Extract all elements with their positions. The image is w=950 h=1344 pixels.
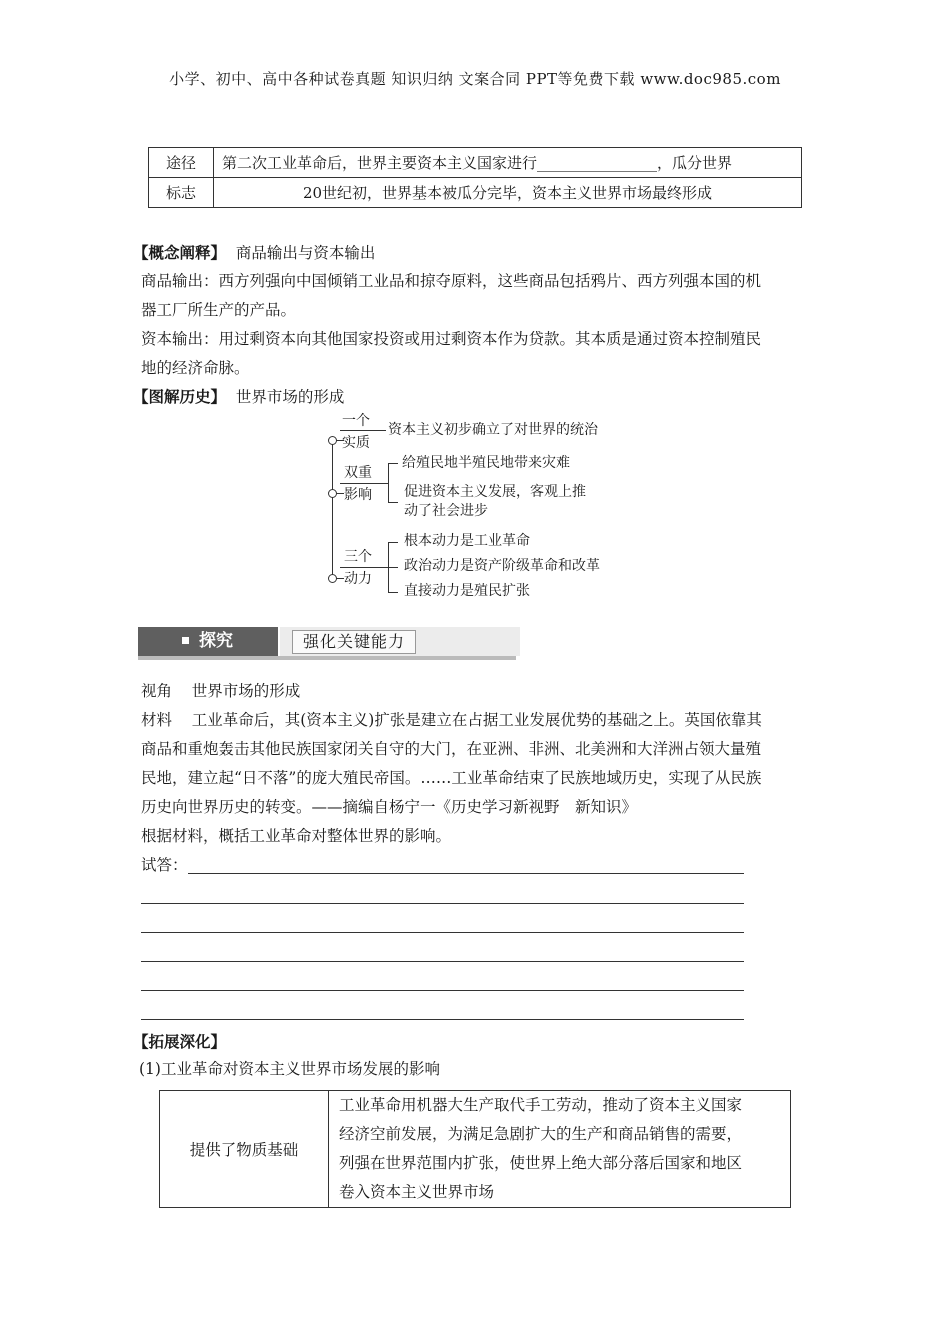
material-line: 历史向世界历史的转变。——摘编自杨宁一《历史学习新视野 新知识》	[141, 798, 638, 816]
group3-item: 根本动力是工业革命	[404, 533, 530, 549]
diagram-heading	[133, 382, 803, 412]
impact-table	[159, 1090, 791, 1208]
group1-top-label: 一个	[342, 413, 370, 429]
banner-right	[278, 627, 520, 656]
extend-heading: 【拓展深化】	[133, 1032, 227, 1051]
connector-line	[336, 493, 344, 494]
trunk-line	[332, 440, 333, 578]
group2-bottom-label: 影响	[344, 487, 372, 503]
concept-line: 器工厂所生产的产品。	[141, 301, 297, 319]
banner-underline	[138, 656, 516, 660]
bracket-line	[388, 502, 398, 503]
concept-line: 商品输出：西方列强向中国倾销工业品和掠夺原料，这些商品包括鸦片、西方列强本国的机	[141, 272, 762, 290]
group1-item: 资本主义初步确立了对世界的统治	[388, 422, 598, 438]
market-formation-table	[148, 147, 802, 208]
angle-heading	[141, 677, 811, 706]
material-line	[141, 706, 811, 735]
group3-top-label: 三个	[344, 549, 372, 565]
divider-line	[340, 483, 376, 484]
bracket-line	[388, 463, 398, 464]
angle-label: 视角	[141, 682, 173, 700]
square-icon	[182, 637, 189, 644]
concept-title: 商品输出与资本输出	[235, 244, 376, 262]
bracket-line	[388, 542, 398, 543]
connector-line	[376, 430, 386, 431]
answer-line[interactable]	[141, 1019, 744, 1020]
banner-left	[138, 627, 278, 656]
bracket-line	[388, 463, 389, 503]
concept-line: 资本输出：用过剩资本向其他国家投资或用过剩资本作为贷款。其本质是通过资本控制殖民	[141, 330, 762, 348]
row-value: 20世纪初，世界基本被瓜分完毕，资本主义世界市场最终形成	[214, 178, 802, 208]
angle-title: 世界市场的形成	[191, 682, 301, 700]
impact-key: 提供了物质基础	[160, 1091, 329, 1208]
answer-line[interactable]	[141, 903, 744, 904]
group1-bottom-label: 实质	[342, 435, 370, 451]
concept-heading	[133, 238, 803, 268]
group3-item: 政治动力是资产阶级革命和改革	[404, 558, 600, 574]
table-row	[149, 178, 802, 208]
material-line: 商品和重炮轰击其他民族国家闭关自守的大门，在亚洲、非洲、北美洲和大洋洲占领大量殖	[141, 740, 762, 758]
divider-line	[340, 567, 376, 568]
answer-line[interactable]	[141, 961, 744, 962]
concept-line: 地的经济命脉。	[141, 359, 250, 377]
group3-item: 直接动力是殖民扩张	[404, 583, 530, 599]
group3-bottom-label: 动力	[344, 571, 372, 587]
impact-value	[329, 1091, 791, 1208]
group2-item: 动了社会进步	[404, 503, 488, 519]
divider-line	[340, 430, 376, 431]
row-key: 标志	[149, 178, 214, 208]
diagram-title: 世界市场的形成	[235, 388, 345, 406]
row-key: 途径	[149, 148, 214, 178]
section-banner	[138, 627, 516, 660]
row-value: 第二次工业革命后，世界主要资本主义国家进行________________，瓜分世界	[214, 148, 802, 178]
table-row	[160, 1091, 791, 1208]
material-line: 民地，建立起“日不落”的庞大殖民帝国。……工业革命结束了民族地域历史，实现了从民族	[141, 769, 762, 787]
connector-line	[336, 578, 344, 579]
connector-line	[376, 567, 388, 568]
bracket-line	[388, 592, 398, 593]
concept-tag: 【概念阐释】	[133, 243, 227, 262]
diagram-tag: 【图解历史】	[133, 387, 227, 406]
banner-left-label: 探究	[199, 631, 233, 651]
connector-line	[376, 483, 388, 484]
impact-line: 列强在世界范围内扩张，使世界上绝大部分落后国家和地区	[339, 1154, 743, 1172]
answer-line[interactable]	[188, 873, 744, 874]
group2-top-label: 双重	[344, 465, 372, 481]
answer-line[interactable]	[141, 932, 744, 933]
page-header: 小学、初中、高中各种试卷真题 知识归纳 文案合同 PPT等免费下载 www.doc985.com	[169, 70, 781, 88]
material-text: 工业革命后，其(资本主义)扩张是建立在占据工业发展优势的基础之上。英国依靠其	[191, 711, 762, 729]
impact-line: 卷入资本主义世界市场	[339, 1183, 495, 1201]
answer-label: 试答：	[141, 856, 188, 874]
extend-subtitle: (1)工业革命对资本主义世界市场发展的影响	[139, 1060, 440, 1078]
bracket-line	[388, 567, 398, 568]
group2-item: 促进资本主义发展，客观上推	[404, 484, 586, 500]
group2-item: 给殖民地半殖民地带来灾难	[402, 455, 570, 471]
material-label: 材料	[141, 711, 173, 729]
question-text: 根据材料，概括工业革命对整体世界的影响。	[141, 827, 452, 845]
impact-line: 经济空前发展，为满足急剧扩大的生产和商品销售的需要，	[339, 1125, 743, 1143]
answer-line[interactable]	[141, 990, 744, 991]
banner-right-label: 强化关键能力	[292, 630, 416, 654]
mind-map-diagram	[318, 412, 638, 602]
table-row	[149, 148, 802, 178]
impact-line: 工业革命用机器大生产取代手工劳动，推动了资本主义国家	[339, 1096, 743, 1114]
